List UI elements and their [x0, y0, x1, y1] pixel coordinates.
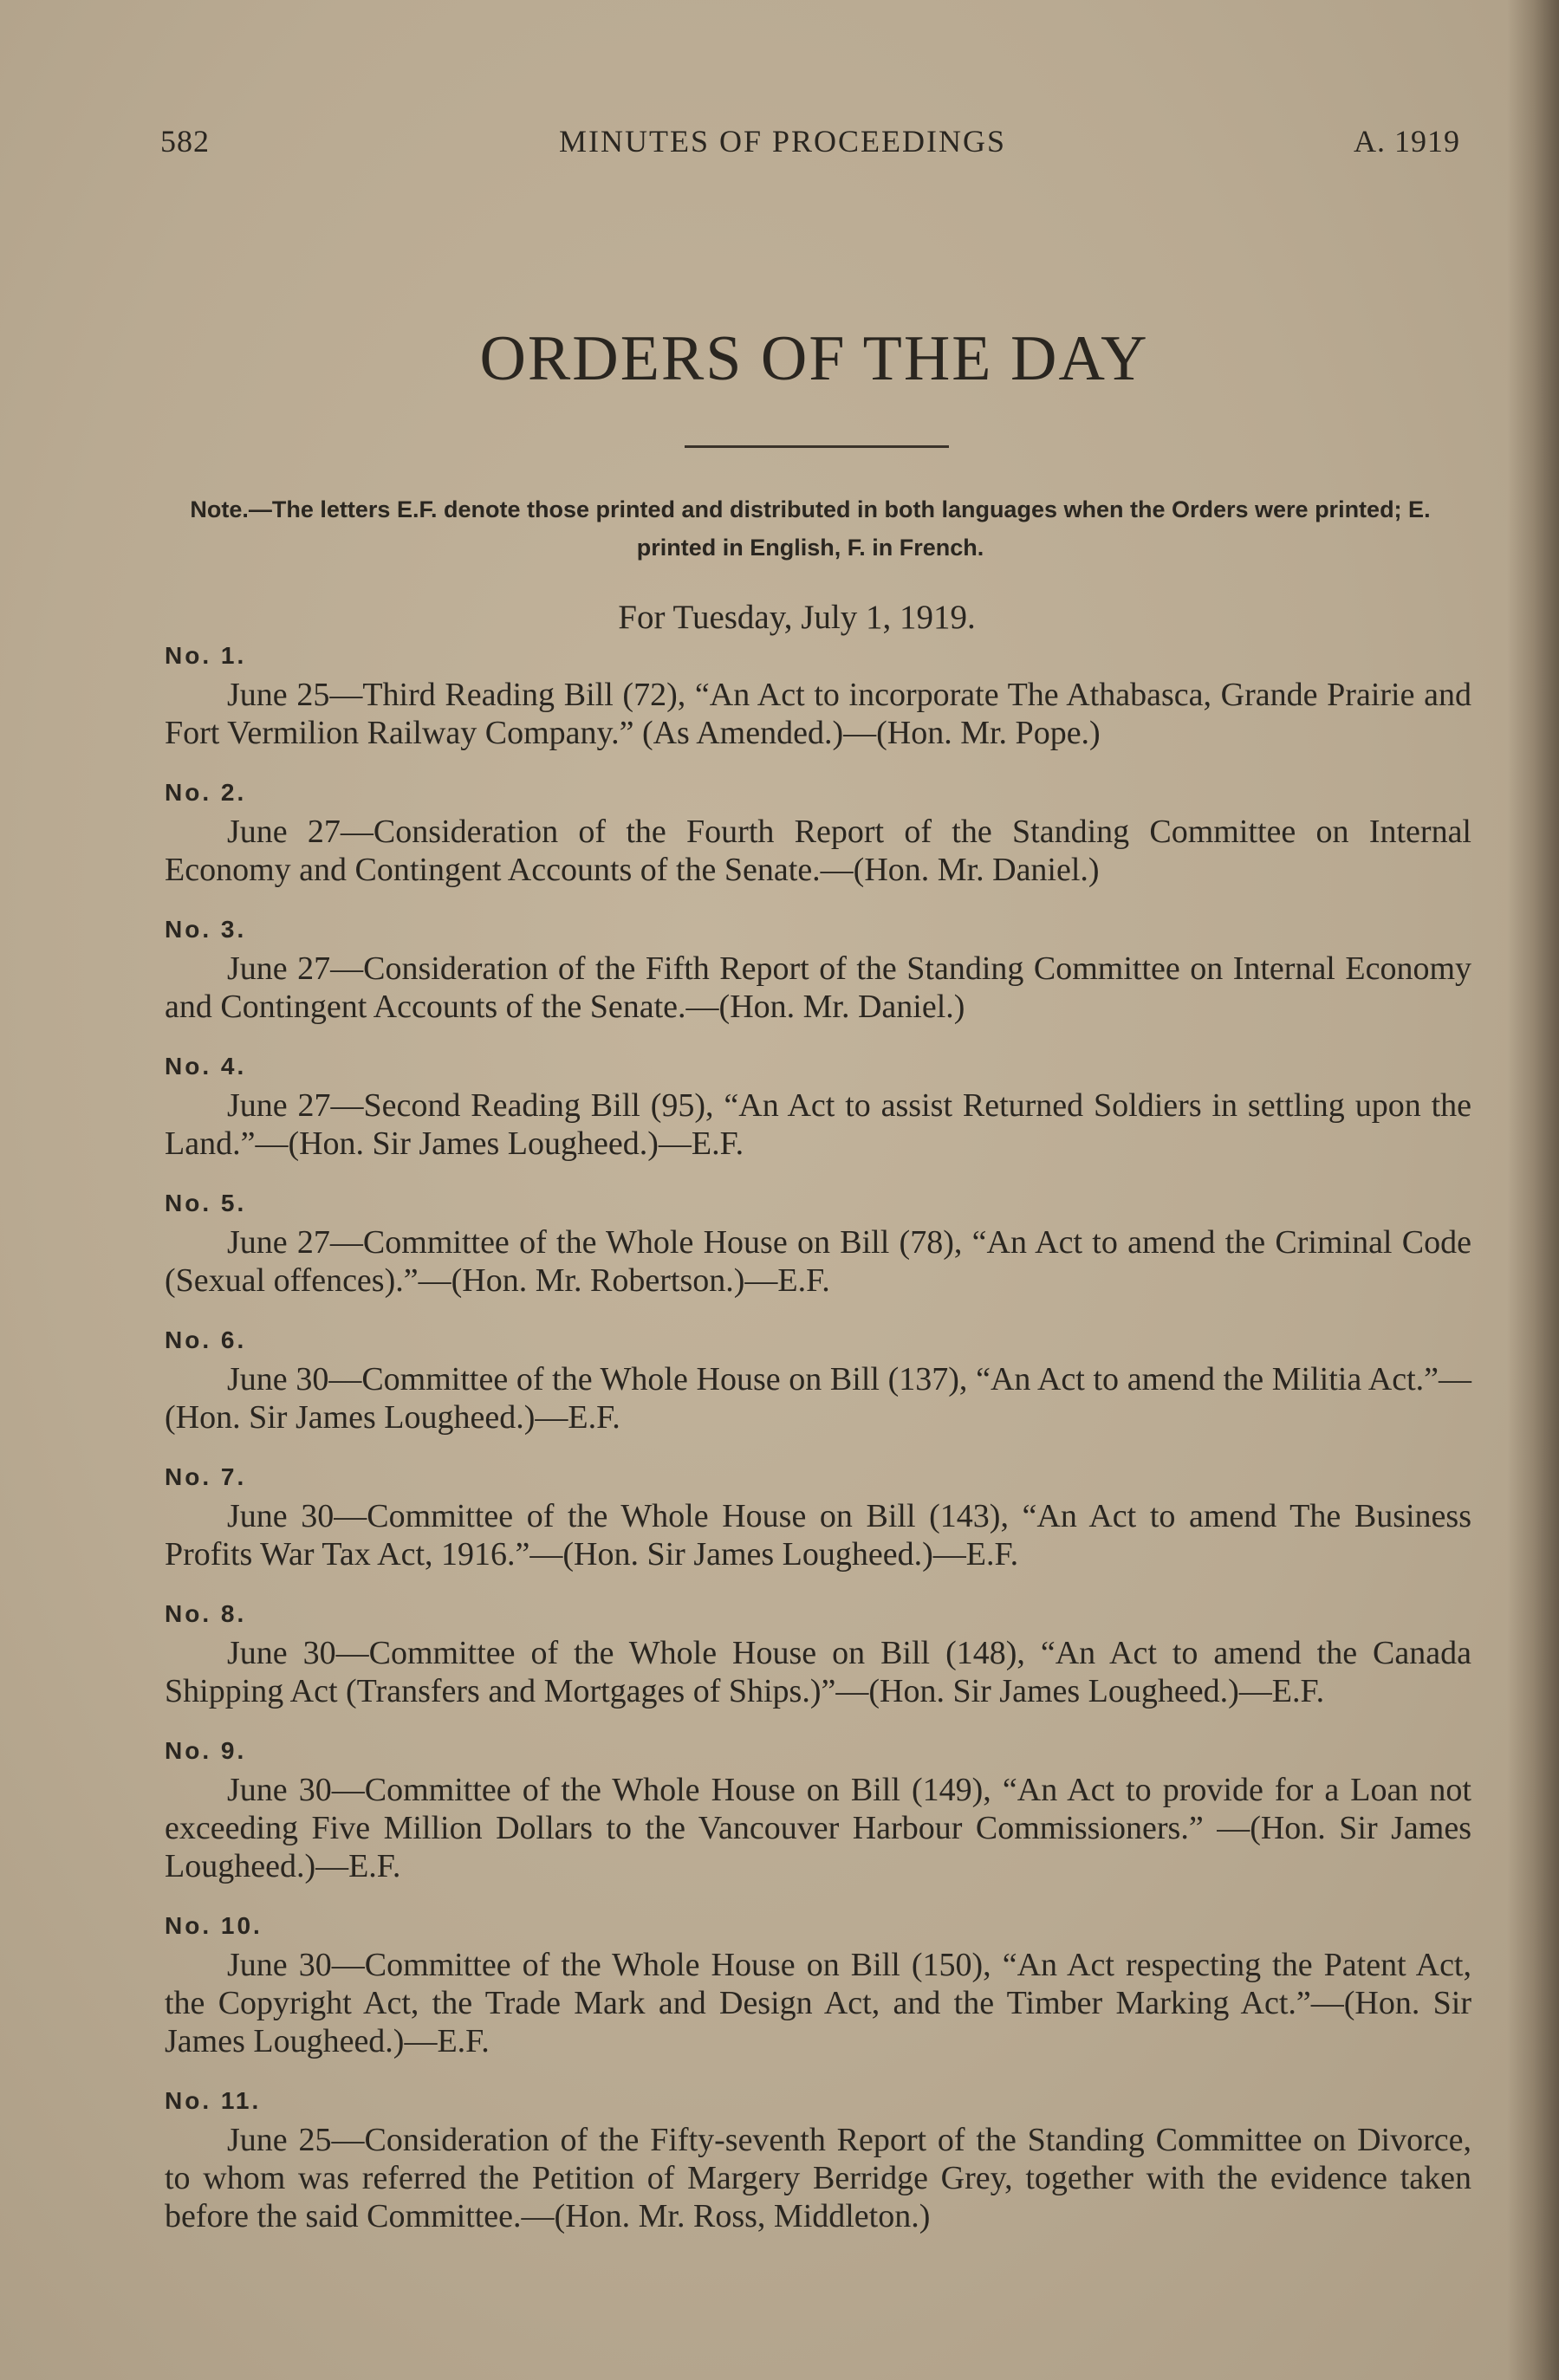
title-divider [685, 445, 949, 448]
order-item [165, 1047, 1471, 1163]
date-line: For Tuesday, July 1, 1919. [618, 599, 976, 636]
order-number: No. 5. [165, 1190, 247, 1216]
header-year: A. 1919 [1354, 124, 1460, 159]
order-number: No. 7. [165, 1463, 247, 1490]
order-number: No. 9. [165, 1737, 247, 1764]
order-text: June 27—Consideration of the Fourth Report of the Standing Committee on Internal Economy and Contingent Accounts of the Senate.—(Hon. Mr. Daniel.) [165, 814, 1471, 888]
page-title: ORDERS OF THE DAY [479, 323, 1149, 394]
order-number: No. 10. [165, 1912, 263, 1939]
order-number: No. 6. [165, 1326, 247, 1353]
order-item [165, 636, 1471, 752]
order-item [165, 1731, 1471, 1885]
order-text: June 30—Committee of the Whole House on Bill (143), “An Act to amend The Business Profits War Tax Act, 1916.”—(Hon. Sir James Lougheed.)—E.F. [165, 1498, 1471, 1573]
page-number: 582 [160, 124, 210, 159]
order-text: June 30—Committee of the Whole House on Bill (137), “An Act to amend the Militia Act.”—(Hon. Sir James Lougheed.)—E.F. [165, 1361, 1471, 1436]
order-text: June 25—Third Reading Bill (72), “An Act to incorporate The Athabasca, Grande Prairie and Fort Vermilion Railway Company.” (As Amended.)—(Hon. Mr. Pope.) [165, 677, 1471, 751]
order-item [165, 1184, 1471, 1300]
order-number: No. 2. [165, 779, 247, 806]
order-item [165, 1320, 1471, 1436]
order-text: June 27—Committee of the Whole House on Bill (78), “An Act to amend the Criminal Code (Sexual offences).”—(Hon. Mr. Robertson.)—E.F. [165, 1224, 1471, 1299]
order-item [165, 910, 1471, 1026]
order-number: No. 3. [165, 916, 247, 943]
order-item [165, 1906, 1471, 2060]
editorial-note: Note.—The letters E.F. denote those printed and distributed in both languages when the Orders were printed; E. printed in English, F. in French. [190, 496, 1431, 561]
running-title: MINUTES OF PROCEEDINGS [559, 124, 1007, 159]
order-text: June 25—Consideration of the Fifty-seventh Report of the Standing Committee on Divorce, to whom was referred the Petition of Margery Berridge Grey, together with the evidence taken before the said Committee.—(Hon. Mr. Ross, Middleton.) [165, 2122, 1471, 2234]
order-text: June 27—Consideration of the Fifth Report of the Standing Committee on Internal Economy and Contingent Accounts of the Senate.—(Hon. Mr. Daniel.) [165, 950, 1471, 1025]
order-number: No. 1. [165, 642, 247, 669]
order-text: June 30—Committee of the Whole House on Bill (149), “An Act to provide for a Loan not exceeding Five Million Dollars to the Vancouver Harbour Commissioners.” —(Hon. Sir James Lougheed.)—E.F. [165, 1772, 1471, 1884]
order-item [165, 1457, 1471, 1573]
order-item [165, 2081, 1471, 2235]
order-number: No. 11. [165, 2087, 262, 2114]
order-text: June 30—Committee of the Whole House on Bill (150), “An Act respecting the Patent Act, the Copyright Act, the Trade Mark and Design Act, and the Timber Marking Act.”—(Hon. Sir James Lougheed.)—E.F. [165, 1947, 1471, 2059]
order-item [165, 773, 1471, 889]
order-text: June 27—Second Reading Bill (95), “An Act to assist Returned Soldiers in settling upon the Land.”—(Hon. Sir James Lougheed.)—E.F. [165, 1087, 1471, 1162]
running-header [160, 123, 1460, 166]
order-item [165, 1594, 1471, 1710]
orders-list [165, 636, 1471, 2256]
order-number: No. 4. [165, 1053, 247, 1080]
order-number: No. 8. [165, 1600, 247, 1627]
order-text: June 30—Committee of the Whole House on Bill (148), “An Act to amend the Canada Shipping Act (Transfers and Mortgages of Ships.)”—(Hon. Sir James Lougheed.)—E.F. [165, 1635, 1471, 1709]
